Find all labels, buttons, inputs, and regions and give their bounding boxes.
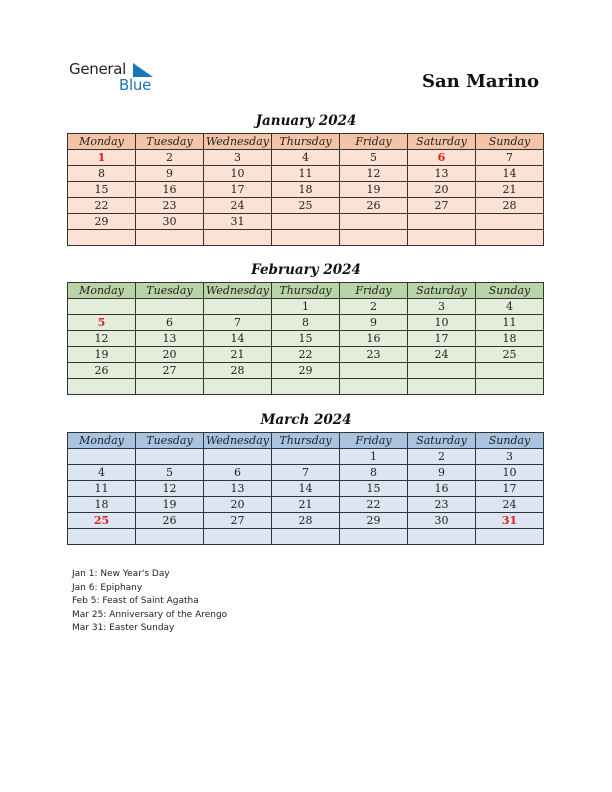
day-cell: 20	[408, 182, 476, 198]
weekday-header: Sunday	[476, 283, 544, 299]
day-cell: 1	[68, 150, 136, 166]
day-cell: 8	[68, 166, 136, 182]
weekday-header: Thursday	[272, 283, 340, 299]
day-cell	[136, 299, 204, 315]
week-row	[68, 363, 544, 379]
day-cell: 27	[136, 363, 204, 379]
week-row	[68, 449, 544, 465]
day-cell: 11	[68, 481, 136, 497]
day-cell	[408, 214, 476, 230]
day-cell: 7	[204, 315, 272, 331]
day-cell	[68, 230, 136, 246]
day-cell: 18	[68, 497, 136, 513]
day-cell	[340, 379, 408, 395]
day-cell	[408, 529, 476, 545]
weekday-header: Monday	[68, 283, 136, 299]
day-cell: 20	[204, 497, 272, 513]
day-cell: 22	[68, 198, 136, 214]
day-cell: 1	[272, 299, 340, 315]
day-cell	[408, 230, 476, 246]
day-cell: 29	[272, 363, 340, 379]
day-cell: 3	[204, 150, 272, 166]
day-cell: 25	[476, 347, 544, 363]
day-cell: 15	[272, 331, 340, 347]
calendar-march	[67, 432, 544, 545]
day-cell: 24	[204, 198, 272, 214]
day-cell	[408, 379, 476, 395]
day-cell: 4	[272, 150, 340, 166]
day-cell: 21	[204, 347, 272, 363]
day-cell: 12	[68, 331, 136, 347]
day-cell: 14	[476, 166, 544, 182]
logo-triangle-icon	[133, 63, 153, 77]
day-cell: 6	[136, 315, 204, 331]
day-cell: 6	[408, 150, 476, 166]
day-cell: 11	[272, 166, 340, 182]
weekday-header: Sunday	[476, 433, 544, 449]
day-cell: 2	[136, 150, 204, 166]
day-cell: 13	[408, 166, 476, 182]
day-cell: 12	[136, 481, 204, 497]
day-cell	[340, 363, 408, 379]
day-cell: 12	[340, 166, 408, 182]
weekday-header: Thursday	[272, 134, 340, 150]
day-cell	[272, 214, 340, 230]
day-cell: 31	[476, 513, 544, 529]
day-cell	[340, 529, 408, 545]
weekday-header: Wednesday	[204, 433, 272, 449]
day-cell	[476, 230, 544, 246]
day-cell: 27	[408, 198, 476, 214]
weekday-header: Friday	[340, 433, 408, 449]
day-cell	[68, 529, 136, 545]
day-cell: 14	[272, 481, 340, 497]
week-row	[68, 182, 544, 198]
holiday-item: Mar 31: Easter Sunday	[72, 623, 175, 633]
day-cell: 7	[476, 150, 544, 166]
day-cell: 16	[136, 182, 204, 198]
month-title-february: February 2024	[251, 262, 361, 278]
day-cell: 23	[136, 198, 204, 214]
week-row	[68, 481, 544, 497]
week-row	[68, 497, 544, 513]
day-cell: 22	[272, 347, 340, 363]
weekday-header: Wednesday	[204, 134, 272, 150]
day-cell: 7	[272, 465, 340, 481]
day-cell: 9	[136, 166, 204, 182]
day-cell: 25	[68, 513, 136, 529]
day-cell: 5	[68, 315, 136, 331]
day-cell: 8	[272, 315, 340, 331]
day-cell: 2	[408, 449, 476, 465]
weekday-header-row	[68, 433, 544, 449]
day-cell	[68, 379, 136, 395]
day-cell: 31	[204, 214, 272, 230]
day-cell	[204, 230, 272, 246]
day-cell	[272, 449, 340, 465]
week-row	[68, 513, 544, 529]
weekday-header: Saturday	[408, 283, 476, 299]
day-cell: 3	[476, 449, 544, 465]
day-cell: 18	[272, 182, 340, 198]
week-row	[68, 529, 544, 545]
day-cell: 23	[408, 497, 476, 513]
holiday-item: Jan 6: Epiphany	[72, 582, 143, 593]
day-cell: 9	[408, 465, 476, 481]
holiday-item: Mar 25: Anniversary of the Arengo	[72, 609, 228, 620]
day-cell: 24	[408, 347, 476, 363]
day-cell: 28	[204, 363, 272, 379]
day-cell: 29	[340, 513, 408, 529]
day-cell	[408, 363, 476, 379]
day-cell: 21	[476, 182, 544, 198]
weekday-header: Monday	[68, 134, 136, 150]
day-cell: 15	[340, 481, 408, 497]
day-cell: 10	[204, 166, 272, 182]
week-row	[68, 379, 544, 395]
day-cell: 10	[476, 465, 544, 481]
week-row	[68, 214, 544, 230]
day-cell	[204, 299, 272, 315]
weekday-header: Friday	[340, 134, 408, 150]
holiday-item: Feb 5: Feast of Saint Agatha	[72, 596, 199, 606]
week-row	[68, 331, 544, 347]
day-cell: 9	[340, 315, 408, 331]
holiday-list	[72, 568, 227, 636]
day-cell	[340, 230, 408, 246]
day-cell: 2	[340, 299, 408, 315]
day-cell	[68, 449, 136, 465]
day-cell: 26	[68, 363, 136, 379]
day-cell	[476, 363, 544, 379]
day-cell: 17	[408, 331, 476, 347]
week-row	[68, 315, 544, 331]
day-cell	[272, 230, 340, 246]
day-cell	[136, 449, 204, 465]
day-cell: 14	[204, 331, 272, 347]
day-cell: 11	[476, 315, 544, 331]
day-cell: 10	[408, 315, 476, 331]
week-row	[68, 198, 544, 214]
weekday-header-row	[68, 134, 544, 150]
day-cell: 30	[136, 214, 204, 230]
logo-text-general: General	[69, 60, 127, 78]
day-cell	[476, 214, 544, 230]
day-cell	[204, 379, 272, 395]
day-cell: 4	[68, 465, 136, 481]
week-row	[68, 230, 544, 246]
day-cell: 25	[272, 198, 340, 214]
day-cell: 19	[136, 497, 204, 513]
day-cell: 18	[476, 331, 544, 347]
day-cell	[476, 529, 544, 545]
weekday-header: Monday	[68, 433, 136, 449]
day-cell: 26	[340, 198, 408, 214]
day-cell	[272, 379, 340, 395]
day-cell: 27	[204, 513, 272, 529]
calendar-january	[67, 133, 544, 246]
day-cell: 24	[476, 497, 544, 513]
day-cell: 22	[340, 497, 408, 513]
day-cell	[68, 299, 136, 315]
day-cell: 1	[340, 449, 408, 465]
day-cell: 15	[68, 182, 136, 198]
weekday-header-row	[68, 283, 544, 299]
day-cell	[204, 529, 272, 545]
day-cell: 29	[68, 214, 136, 230]
day-cell: 30	[408, 513, 476, 529]
day-cell	[272, 529, 340, 545]
day-cell: 16	[408, 481, 476, 497]
calendar-february	[67, 282, 544, 395]
day-cell	[476, 379, 544, 395]
day-cell: 20	[136, 347, 204, 363]
weekday-header: Tuesday	[136, 134, 204, 150]
weekday-header: Wednesday	[204, 283, 272, 299]
day-cell	[136, 529, 204, 545]
day-cell: 5	[340, 150, 408, 166]
day-cell: 3	[408, 299, 476, 315]
logo-text-blue: Blue	[119, 76, 151, 94]
holiday-item: Jan 1: New Year's Day	[72, 569, 170, 579]
day-cell: 16	[340, 331, 408, 347]
day-cell: 13	[136, 331, 204, 347]
day-cell	[340, 214, 408, 230]
day-cell: 19	[340, 182, 408, 198]
day-cell: 26	[136, 513, 204, 529]
day-cell: 13	[204, 481, 272, 497]
week-row	[68, 299, 544, 315]
day-cell: 17	[476, 481, 544, 497]
day-cell: 21	[272, 497, 340, 513]
country-title: San Marino	[421, 71, 539, 92]
weekday-header: Saturday	[408, 433, 476, 449]
week-row	[68, 150, 544, 166]
day-cell	[136, 230, 204, 246]
generalblue-logo	[69, 60, 169, 96]
weekday-header: Tuesday	[136, 283, 204, 299]
day-cell: 6	[204, 465, 272, 481]
weekday-header: Thursday	[272, 433, 340, 449]
day-cell: 23	[340, 347, 408, 363]
day-cell	[204, 449, 272, 465]
day-cell: 19	[68, 347, 136, 363]
weekday-header: Friday	[340, 283, 408, 299]
week-row	[68, 465, 544, 481]
month-title-january: January 2024	[255, 113, 357, 129]
day-cell	[136, 379, 204, 395]
month-title-march: March 2024	[260, 412, 352, 428]
week-row	[68, 166, 544, 182]
day-cell: 28	[272, 513, 340, 529]
week-row	[68, 347, 544, 363]
weekday-header: Tuesday	[136, 433, 204, 449]
day-cell: 17	[204, 182, 272, 198]
weekday-header: Saturday	[408, 134, 476, 150]
day-cell: 4	[476, 299, 544, 315]
day-cell: 5	[136, 465, 204, 481]
day-cell: 28	[476, 198, 544, 214]
day-cell: 8	[340, 465, 408, 481]
weekday-header: Sunday	[476, 134, 544, 150]
